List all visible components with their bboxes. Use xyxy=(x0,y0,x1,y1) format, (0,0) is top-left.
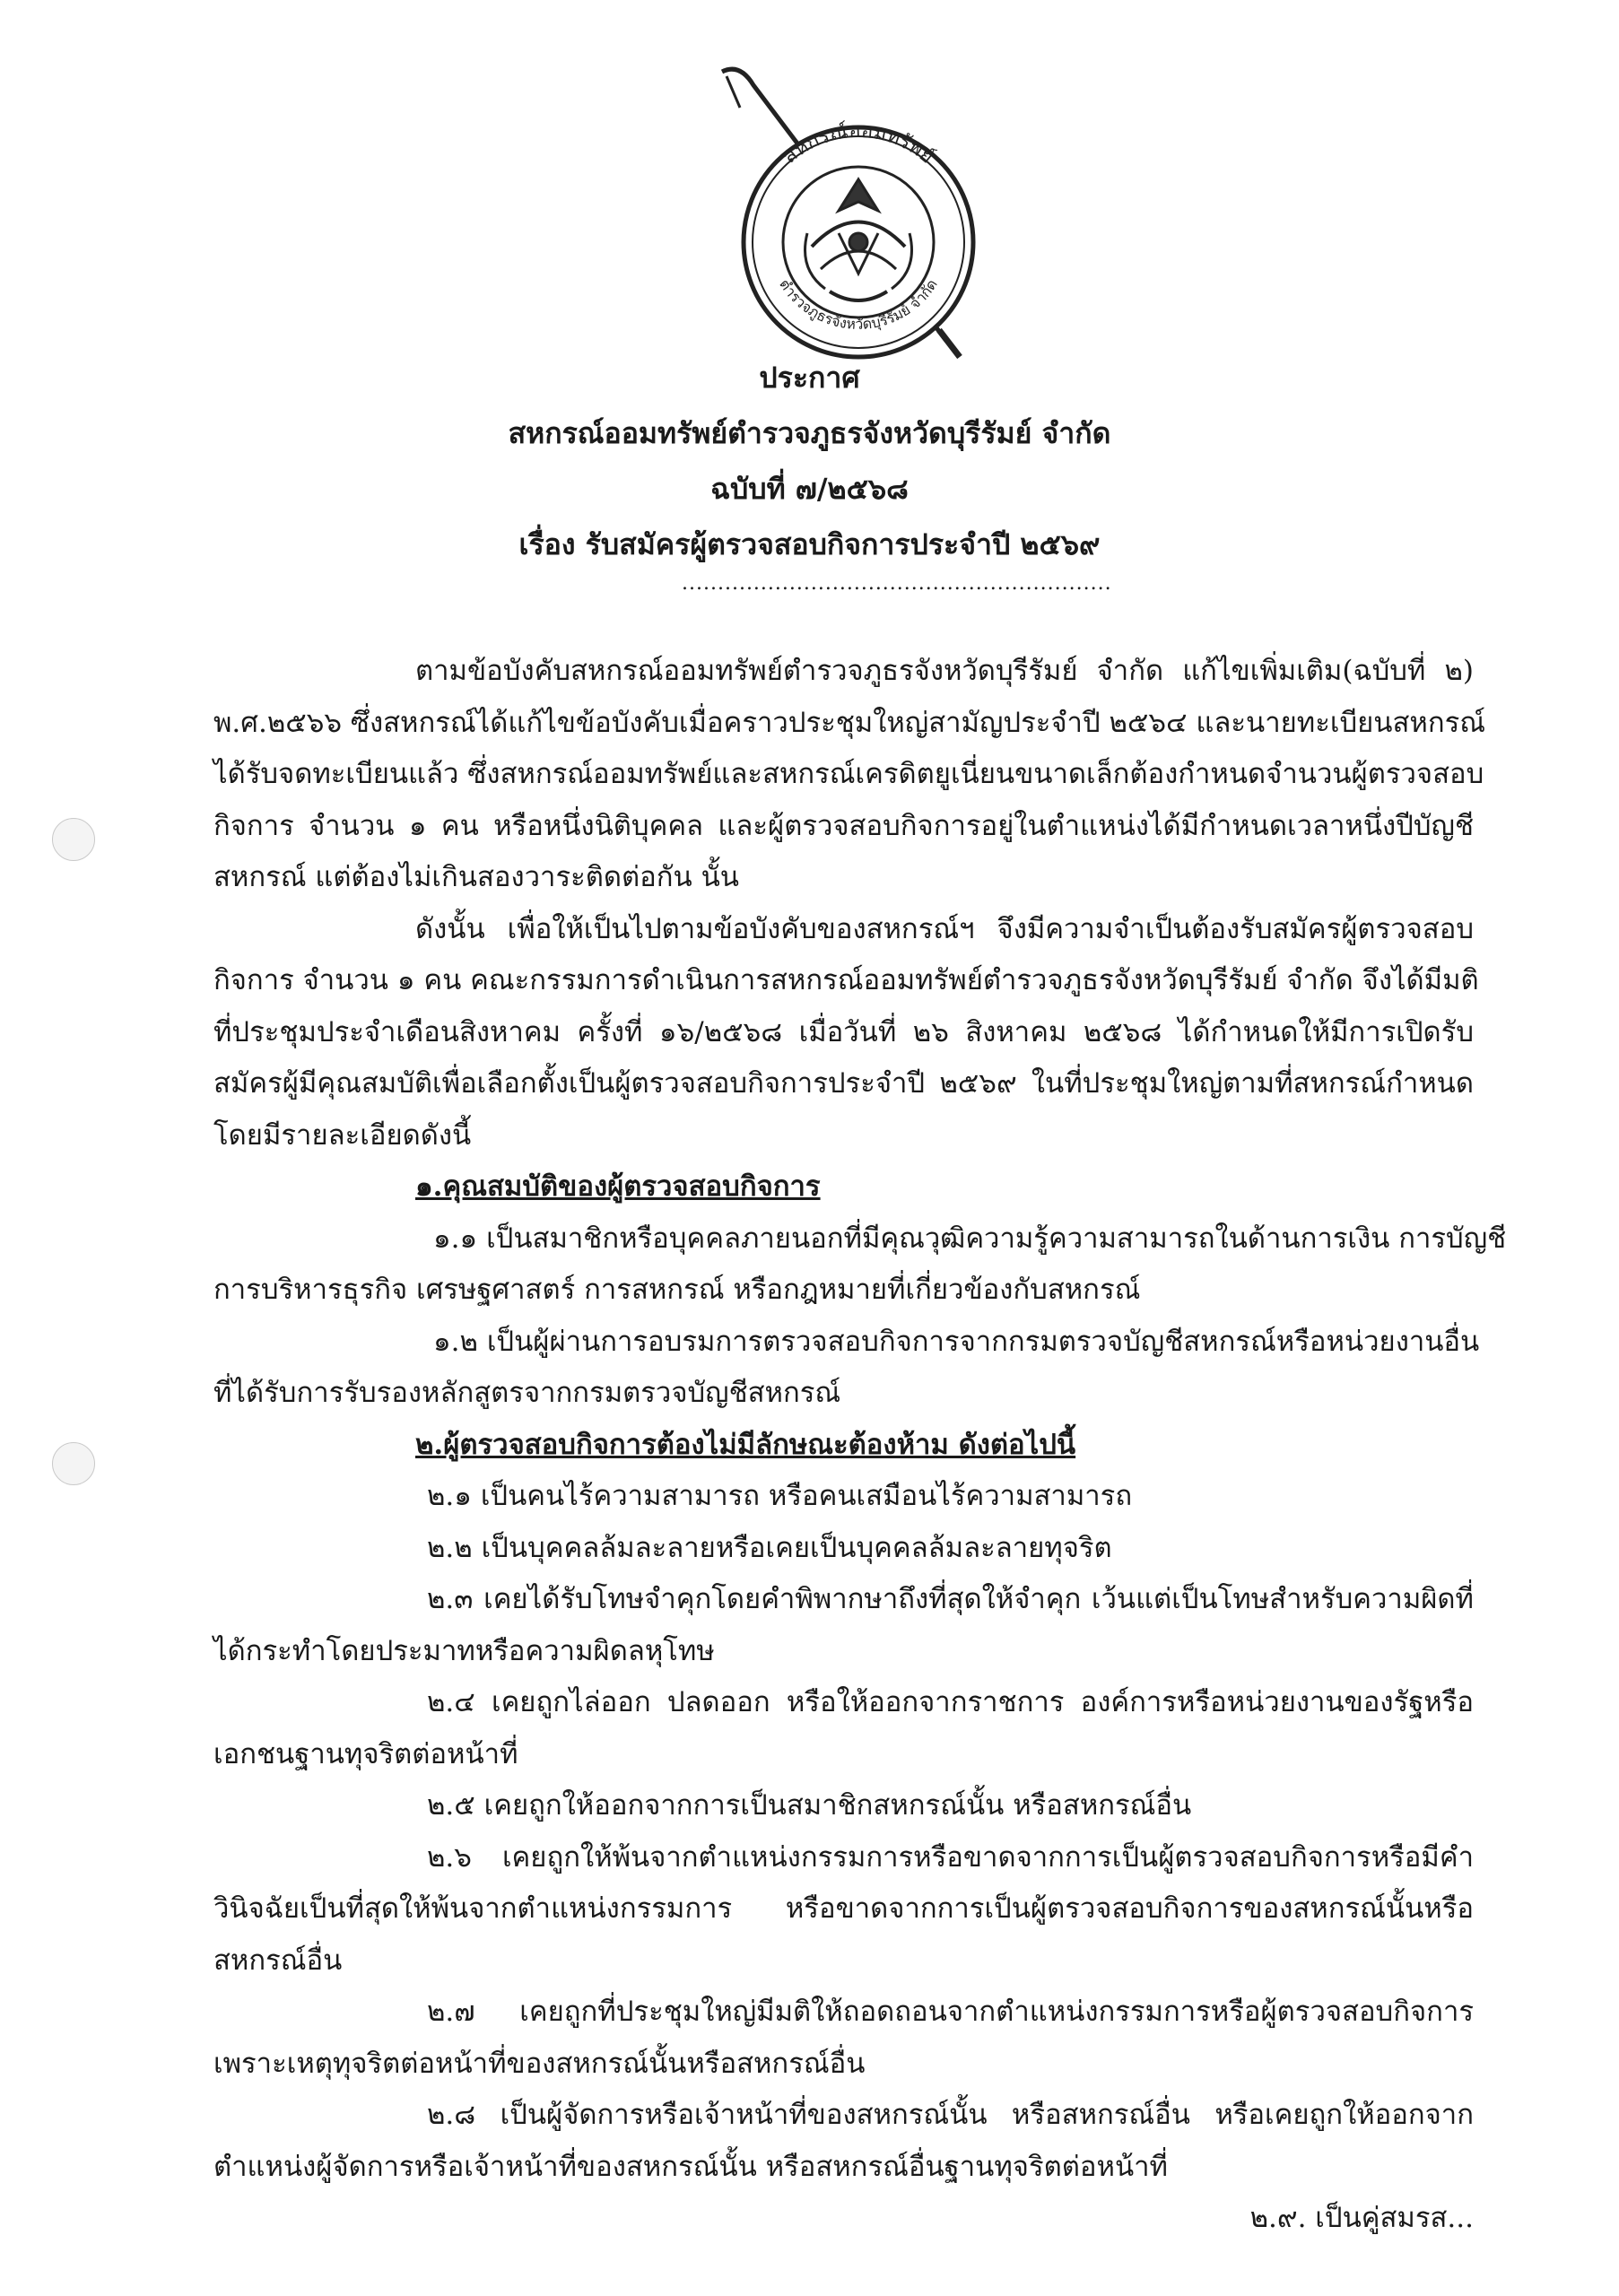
cooperative-seal xyxy=(704,54,1009,363)
seal-top-text: สหกรณ์ออมทรัพย์ xyxy=(779,119,938,169)
body-line: สมัครผู้มีคุณสมบัติเพื่อเลือกตั้งเป็นผู้ตรวจสอบกิจการประจำปี ๒๕๖๙ ในที่ประชุมใหญ่ตามที่สหกรณ์กำหนด xyxy=(213,1067,1474,1100)
clause-1-1-cont: การบริหารธุรกิจ เศรษฐศาสตร์ การสหกรณ์ หรือกฎหมายที่เกี่ยวข้องกับสหกรณ์ xyxy=(213,1274,1141,1306)
page-continuation: ๒.๙. เป็นคู่สมรส... xyxy=(1249,2202,1474,2234)
clause-1-1: ๑.๑ เป็นสมาชิกหรือบุคคลภายนอกที่มีคุณวุฒิความรู้ความสามารถในด้านการเงิน การบัญชี xyxy=(433,1222,1507,1255)
clause-2-6-cont: วินิจฉัยเป็นที่สุดให้พ้นจากตำแหน่งกรรมการ หรือขาดจากการเป็นผู้ตรวจสอบกิจการของสหกรณ์นั้นหรือ xyxy=(213,1892,1474,1925)
title-announcement: ประกาศ xyxy=(759,361,860,395)
body-line: ดังนั้น เพื่อให้เป็นไปตามข้อบังคับของสหกรณ์ฯ จึงมีความจำเป็นต้องรับสมัครผู้ตรวจสอบ xyxy=(415,912,1474,945)
clause-2-6-cont: สหกรณ์อื่น xyxy=(213,1944,343,1977)
section-1-heading: ๑.คุณสมบัติของผู้ตรวจสอบกิจการ xyxy=(415,1170,821,1203)
seal-bottom-text: ตำรวจภูธรจังหวัดบุรีรัมย์ จำกัด xyxy=(776,275,941,333)
title-separator: ............................................................ xyxy=(682,572,1112,595)
punch-hole-top xyxy=(52,818,95,861)
clause-2-3: ๒.๓ เคยได้รับโทษจำคุกโดยคำพิพากษาถึงที่สุดให้จำคุก เว้นแต่เป็นโทษสำหรับความผิดที่ xyxy=(427,1583,1474,1615)
clause-2-4: ๒.๔ เคยถูกไล่ออก ปลดออก หรือให้ออกจากราชการ องค์การหรือหน่วยงานของรัฐหรือ xyxy=(427,1686,1474,1718)
clause-2-3-cont: ได้กระทำโดยประมาทหรือความผิดลหุโทษ xyxy=(213,1634,715,1667)
clause-1-2-cont: ที่ได้รับการรับรองหลักสูตรจากกรมตรวจบัญชีสหกรณ์ xyxy=(213,1377,841,1409)
body-line: พ.ศ.๒๕๖๖ ซึ่งสหกรณ์ได้แก้ไขข้อบังคับเมื่อคราวประชุมใหญ่สามัญประจำปี ๒๕๖๔ และนายทะเบียนสหกรณ์ xyxy=(213,706,1486,739)
title-organization: สหกรณ์ออมทรัพย์ตำรวจภูธรจังหวัดบุรีรัมย์ จำกัด xyxy=(508,416,1111,450)
body-line: กิจการ จำนวน ๑ คน หรือหนึ่งนิติบุคคล และผู้ตรวจสอบกิจการอยู่ในตำแหน่งได้มีกำหนดเวลาหนึ่งปีบัญชี xyxy=(213,809,1474,842)
clause-1-2: ๑.๒ เป็นผู้ผ่านการอบรมการตรวจสอบกิจการจากกรมตรวจบัญชีสหกรณ์หรือหน่วยงานอื่น xyxy=(433,1325,1480,1358)
body-line: ได้รับจดทะเบียนแล้ว ซึ่งสหกรณ์ออมทรัพย์และสหกรณ์เครดิตยูเนี่ยนขนาดเล็กต้องกำหนดจำนวนผู้ตรวจสอบ xyxy=(213,758,1484,790)
punch-hole-bottom xyxy=(52,1442,95,1485)
clause-2-2: ๒.๒ เป็นบุคคลล้มละลายหรือเคยเป็นบุคคลล้มละลายทุจริต xyxy=(427,1531,1112,1564)
announcement-title xyxy=(0,350,1619,572)
section-2-heading: ๒.ผู้ตรวจสอบกิจการต้องไม่มีลักษณะต้องห้าม ดังต่อไปนี้ xyxy=(415,1428,1076,1461)
clause-2-5: ๒.๕ เคยถูกให้ออกจากการเป็นสมาชิกสหกรณ์นั้น หรือสหกรณ์อื่น xyxy=(427,1789,1192,1822)
title-issue-number: ฉบับที่ ๗/๒๕๖๘ xyxy=(710,472,909,506)
clause-2-7: ๒.๗ เคยถูกที่ประชุมใหญ่มีมติให้ถอดถอนจากตำแหน่งกรรมการหรือผู้ตรวจสอบกิจการ xyxy=(427,1996,1474,2028)
body-line: กิจการ จำนวน ๑ คน คณะกรรมการดำเนินการสหกรณ์ออมทรัพย์ตำรวจภูธรจังหวัดบุรีรัมย์ จำกัด จึงได้มีมติ xyxy=(213,964,1479,996)
clause-2-6: ๒.๖ เคยถูกให้พ้นจากตำแหน่งกรรมการหรือขาดจากการเป็นผู้ตรวจสอบกิจการหรือมีคำ xyxy=(427,1840,1474,1874)
body-line: ที่ประชุมประจำเดือนสิงหาคม ครั้งที่ ๑๖/๒๕๖๘ เมื่อวันที่ ๒๖ สิงหาคม ๒๕๖๘ ได้กำหนดให้มีการเปิดรับ xyxy=(213,1015,1474,1048)
body-line: สหกรณ์ แต่ต้องไม่เกินสองวาระติดต่อกัน นั้น xyxy=(213,861,739,893)
clause-2-1: ๒.๑ เป็นคนไร้ความสามารถ หรือคนเสมือนไร้ความสามารถ xyxy=(427,1480,1133,1512)
clause-2-7-cont: เพราะเหตุทุจริตต่อหน้าที่ของสหกรณ์นั้นหรือสหกรณ์อื่น xyxy=(213,2047,866,2080)
clause-2-8: ๒.๘ เป็นผู้จัดการหรือเจ้าหน้าที่ของสหกรณ์นั้น หรือสหกรณ์อื่น หรือเคยถูกให้ออกจาก xyxy=(427,2099,1474,2131)
body-line: โดยมีรายละเอียดดังนี้ xyxy=(213,1118,472,1152)
body-line: ตามข้อบังคับสหกรณ์ออมทรัพย์ตำรวจภูธรจังหวัดบุรีรัมย์ จำกัด แก้ไขเพิ่มเติม(ฉบับที่ ๒) xyxy=(415,655,1474,687)
clause-2-8-cont: ตำแหน่งผู้จัดการหรือเจ้าหน้าที่ของสหกรณ์นั้น หรือสหกรณ์อื่นฐานทุจริตต่อหน้าที่ xyxy=(213,2150,1168,2183)
title-subject: เรื่อง รับสมัครผู้ตรวจสอบกิจการประจำปี ๒๕๖๙ xyxy=(518,527,1101,561)
announcement-body xyxy=(213,646,1507,2245)
clause-2-4-cont: เอกชนฐานทุจริตต่อหน้าที่ xyxy=(213,1737,518,1770)
